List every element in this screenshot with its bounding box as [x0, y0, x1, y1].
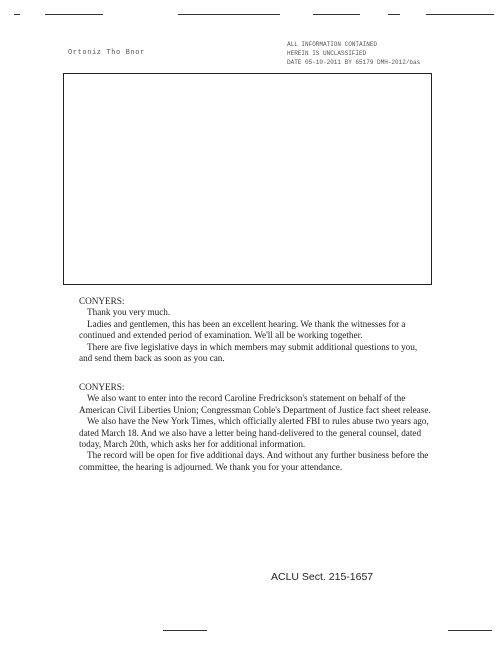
- paragraph: The record will be open for five additional days. And without any further business before the committee, the hearing is adjourned. We thank you for your attendance.: [79, 450, 429, 472]
- speaker-name: CONYERS:: [79, 296, 125, 306]
- paragraph: Ladies and gentlemen, this has been an excellent hearing. We thank the witnesses for a continued and extended period of examination. We'll all be working together.: [79, 318, 406, 341]
- header-left-text: Ortoniz Tho Bnor: [68, 49, 145, 57]
- speaker-name: CONYERS:: [79, 382, 125, 392]
- top-rule-1: [14, 14, 20, 15]
- transcript-section-1: [79, 296, 431, 364]
- paragraph: Thank you very much.: [87, 307, 171, 318]
- paragraph: We also want to enter into the record Caroline Fredrickson's statement on behalf of the American Civil Liberties Union; Congressman Coble's Department of Justice fact sheet release.: [79, 393, 431, 415]
- top-rule-4: [313, 14, 360, 15]
- top-rule-3: [178, 14, 280, 15]
- paragraph: There are five legislative days in which members may submit additional questions to you, and send them back as soon as you can.: [79, 341, 418, 364]
- transcript-section-2: [79, 382, 431, 473]
- stamp-line: HEREIN IS UNCLASSIFIED: [287, 50, 367, 57]
- document-reference: ACLU Sect. 215-1657: [271, 571, 374, 583]
- top-rule-2: [45, 14, 103, 15]
- paragraph: We also have the New York Times, which officially alerted FBI to rules abuse two years ago, dated March 18. And we also have a letter being hand-delivered to the general counsel, dated today, March 20th, which asks her for additional information.: [79, 416, 429, 450]
- declassification-stamp: [287, 40, 492, 67]
- redacted-box: [63, 73, 432, 285]
- top-rule-5: [388, 14, 400, 15]
- bottom-rule-1: [163, 630, 207, 631]
- stamp-line: DATE 05-10-2011 BY 65179 DMH-2012/bas: [287, 59, 421, 66]
- stamp-line: ALL INFORMATION CONTAINED: [287, 41, 378, 48]
- top-rule-6: [426, 14, 494, 15]
- bottom-rule-2: [448, 630, 492, 631]
